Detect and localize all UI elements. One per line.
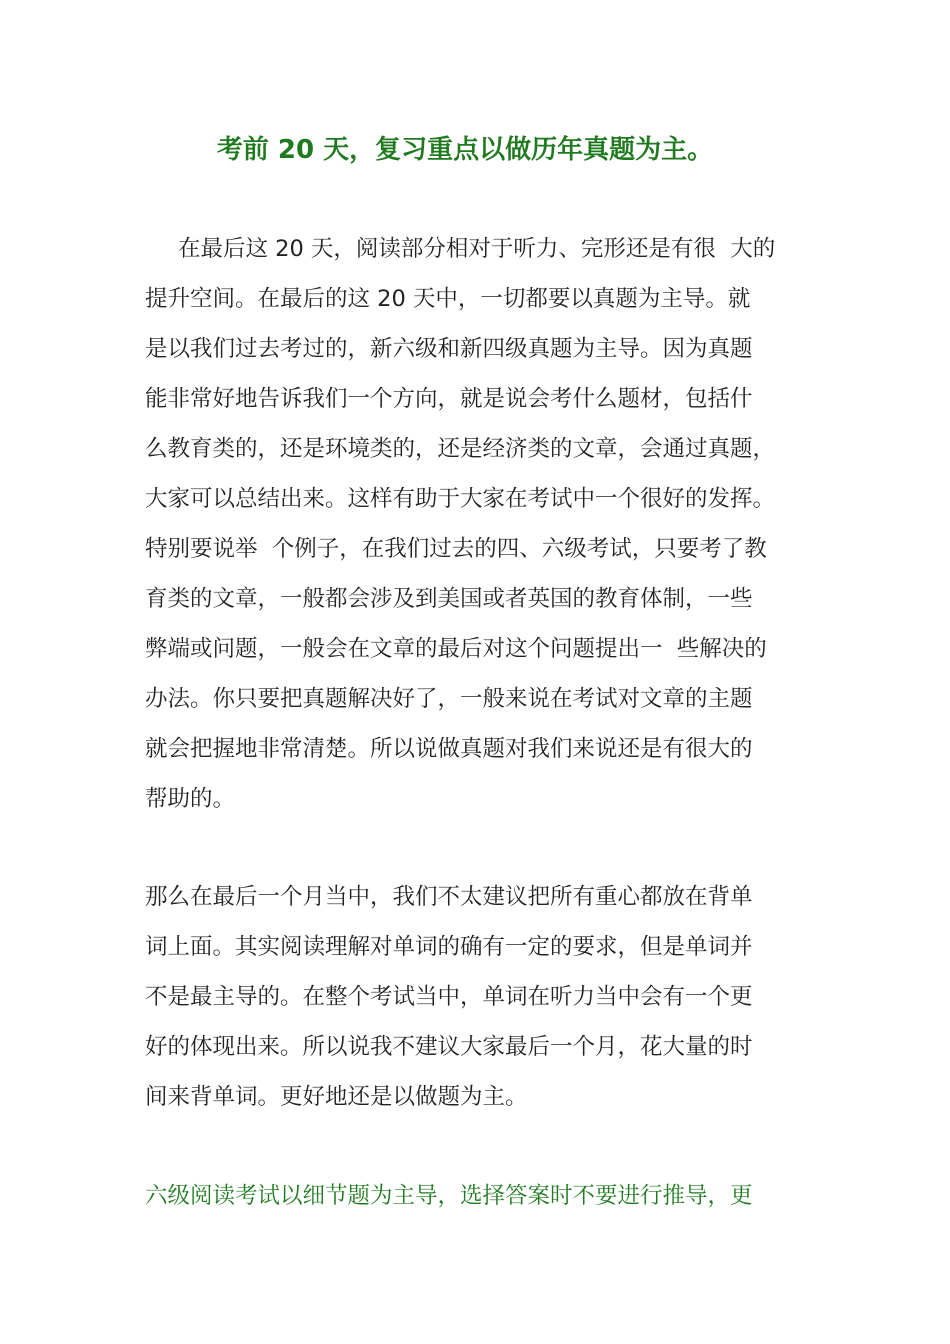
paragraph-1-line: 是以我们过去考过的，新六级和新四级真题为主导。因为真题 — [145, 336, 753, 362]
paragraph-1-line: 么教育类的，还是环境类的，还是经济类的文章，会通过真题， — [145, 436, 776, 462]
paragraph-1-line: 弊端或问题，一般会在文章的最后对这个问题提出一 些解决的 — [145, 636, 767, 662]
paragraph-1-line: 办法。你只要把真题解决好了，一般来说在考试对文章的主题 — [145, 686, 753, 712]
paragraph-2-line: 词上面。其实阅读理解对单词的确有一定的要求，但是单词并 — [145, 934, 753, 960]
paragraph-1-line: 特别要说举 个例子，在我们过去的四、六级考试，只要考了教 — [145, 536, 767, 562]
paragraph-2-line: 那么在最后一个月当中，我们不太建议把所有重心都放在背单 — [145, 884, 753, 910]
paragraph-2-line: 好的体现出来。所以说我不建议大家最后一个月，花大量的时 — [145, 1034, 753, 1060]
paragraph-1-line: 育类的文章，一般都会涉及到美国或者英国的教育体制，一些 — [145, 586, 753, 612]
paragraph-2-line: 不是最主导的。在整个考试当中，单词在听力当中会有一个更 — [145, 984, 753, 1010]
section-heading-2: 六级阅读考试以细节题为主导，选择答案时不要进行推导，更 — [145, 1183, 753, 1209]
paragraph-1-line: 提升空间。在最后的这 20 天中，一切都要以真题为主导。就 — [145, 286, 751, 312]
paragraph-1-line: 就会把握地非常清楚。所以说做真题对我们来说还是有很大的 — [145, 736, 753, 762]
paragraph-2-line: 间来背单词。更好地还是以做题为主。 — [145, 1084, 528, 1110]
paragraph-1-line: 在最后这 20 天，阅读部分相对于听力、完形还是有很 大的 — [178, 236, 776, 262]
paragraph-1-line: 能非常好地告诉我们一个方向，就是说会考什么题材，包括什 — [145, 386, 753, 412]
document-title: 考前 20 天，复习重点以做历年真题为主。 — [216, 135, 714, 165]
paragraph-1-line: 大家可以总结出来。这样有助于大家在考试中一个很好的发挥。 — [145, 486, 776, 512]
paragraph-1-line: 帮助的。 — [145, 786, 236, 812]
